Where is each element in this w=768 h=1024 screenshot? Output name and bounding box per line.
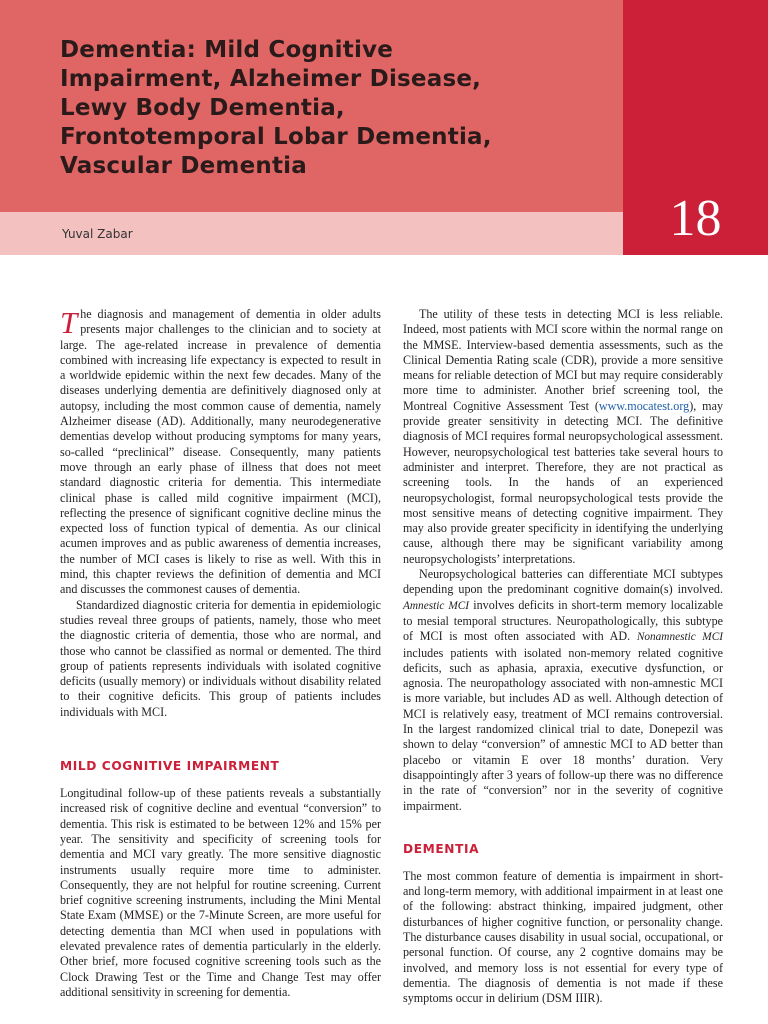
right-column: [403, 307, 723, 1006]
drop-cap: T: [60, 305, 78, 340]
paragraph-text: includes patients with isolated non-memory related cognitive deficits, such as aphasia, apraxia, executive dysfunction, or agnosia. The neuropathology associated with non-amnestic MCI is more variable, but includes AD as well. Although detection of MCI is relatively easy, treatment of MCI remains controversial. In the largest randomized clinical trial to date, Donepezil was shown to delay “conversion” of amnestic MCI to AD better than placebo or vitamin E over 18 months’ duration. Very disappointingly after 3 years of follow-up there was no difference in the rate of “conversion” nor in the severity of cognitive impairment.: [403, 645, 723, 813]
intro-text: he diagnosis and management of dementia in older adults presents major challenges to the clinician and to society at large. The age-related increase in prevalence of dementia combined with increasing life expectancy is expected to result in a worldwide epidemic within the next few decades. Many of the diseases underlying dementia are definitively diagnosed only at autopsy, including the most common cause of dementia, namely Alzheimer disease (AD). Additionally, many neurodegenerative dementias develop without producing symptoms for many years, so-called “preclinical” disease. Consequently, many patients move through an early phase of illness that does not meet standard diagnostic criteria for dementia. This intermediate clinical phase is called mild cognitive impairment (MCI), reflecting the presence of significant cognitive decline minus the expected loss of function typical of dementia. As our clinical acumen improves and as public awareness of dementia increases, the number of MCI cases is likely to rise as well. With this in mind, this chapter reviews the definition of dementia and MCI and discusses the commonest causes of dementia.: [60, 307, 381, 597]
section-heading-dementia: DEMENTIA: [403, 841, 480, 856]
chapter-title-line: Frontotemporal Lobar Dementia,: [60, 124, 492, 150]
chapter-title-line: Vascular Dementia: [60, 153, 307, 179]
paragraph-text: Neuropsychological batteries can differentiate MCI subtypes depending upon the predominant cognitive domain(s) involved.: [403, 567, 723, 597]
section-heading-mci: MILD COGNITIVE IMPAIRMENT: [60, 759, 280, 774]
paragraph: Standardized diagnostic criteria for dementia in epidemiologic studies reveal three groups of patients, namely, those who meet the diagnostic criteria of dementia, those who are normal, and those who cannot be classified as normal or demented. The third group of patients represents individuals with isolated cognitive deficits (usually memory) or individuals without disability related to their cognitive deficits. This group of patients includes individuals with MCI.: [60, 597, 381, 719]
mocatest-link[interactable]: www.mocatest.org: [598, 398, 690, 413]
paragraph-text: The utility of these tests in detecting MCI is less reliable. Indeed, most patients with MCI score within the normal range on the MMSE. Interview-based dementia assessments, such as the Clinical Dementia Rating scale (CDR), provide a more sensitive means for reliable detection of MCI but may require considerably more time to administer. Another brief screening tool, the Montreal Cognitive Assessment Test (: [403, 307, 723, 413]
author-name: Yuval Zabar: [62, 227, 133, 241]
chapter-title-line: Dementia: Mild Cognitive: [60, 37, 394, 63]
term-amnestic-mci: Amnestic MCI: [403, 599, 470, 612]
chapter-title-line: Lewy Body Dementia,: [60, 95, 345, 121]
chapter-number: 18: [669, 190, 722, 247]
intro-paragraph: [60, 307, 381, 598]
left-column: [60, 307, 381, 1000]
paragraph: The most common feature of dementia is impairment in short- and long-term memory, with additional impairment in at least one of the following: abstract thinking, impaired judgment, other disturbances of higher cognitive function, or personality change. The disturbance causes disability in usual social, occupational, or personal function. Of course, any 2 cogntive domains may be involved, and memory loss is not essential for every type of dementia. The diagnosis of dementia is not made if these symptoms occur in delirium (DSM IIIR).: [403, 868, 723, 1006]
term-nonamnestic-mci: Nonamnestic MCI: [636, 631, 723, 644]
chapter-title: [60, 36, 600, 181]
paragraph: [403, 307, 723, 567]
paragraph: Longitudinal follow-up of these patients reveals a substantially increased risk of cognitive decline and eventual “conversion” to dementia. This risk is estimated to be between 12% and 15% per year. The sensitivity and specificity of screening tools for dementia and MCI vary greatly. The more sensitive diagnostic instruments usually require more time to administer. Consequently, they are not helpful for routine screening. Current brief cognitive screening instruments, including the Mini Mental State Exam (MMSE) or the 7-Minute Screen, are more useful for detecting dementia than MCI when used in populations with elevated prevalence rates of dementia particularly in the elderly. Other brief, more focused cognitive screening tools such as the Clock Drawing Test or the Time and Change Test may offer additional sensitivity in screening for dementia.: [60, 786, 381, 999]
paragraph: [403, 567, 723, 814]
paragraph-text: involves deficits in short-term memory localizable to mesial temporal structures. Neuropathologically, this subtype of MCI is most often associated with AD.: [403, 597, 724, 644]
chapter-title-line: Impairment, Alzheimer Disease,: [60, 66, 482, 92]
paragraph-text: ), may provide greater sensitivity in detecting MCI. The definitive diagnosis of MCI requires formal neuropsychological assessment. However, neuropsychological test batteries take several hours to administer and interpret. Therefore, they are not practical as screening tools. In the hands of an experienced neuropsychologist, formal neuropsychological tests provide the most sensitive means of detecting cognitive impairment. They may also provide greater specificity in identifying the underlying cause, although there may be significant variability among neuropsychologists’ interpretations.: [403, 398, 723, 566]
